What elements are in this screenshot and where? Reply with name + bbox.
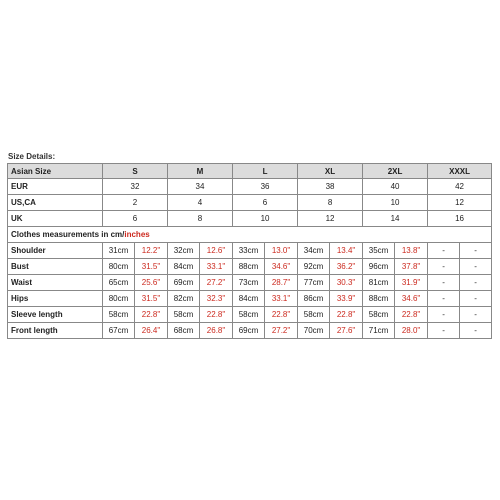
inch-value: - — [460, 259, 492, 275]
cm-value: 32cm — [168, 243, 200, 259]
cm-value: 80cm — [103, 291, 135, 307]
cm-value: - — [428, 323, 460, 339]
size-value: 16 — [428, 211, 492, 227]
row-label: EUR — [8, 179, 103, 195]
cm-value: 34cm — [298, 243, 330, 259]
row-label: Waist — [8, 275, 103, 291]
cm-value: 67cm — [103, 323, 135, 339]
inch-value: 28.0" — [395, 323, 428, 339]
size-value: 32 — [103, 179, 168, 195]
size-value: 36 — [233, 179, 298, 195]
inch-value: 12.2" — [135, 243, 168, 259]
inch-value: 31.5" — [135, 259, 168, 275]
cm-value: 86cm — [298, 291, 330, 307]
size-header-2xl: 2XL — [363, 164, 428, 179]
table-row — [8, 259, 492, 275]
inch-value: 36.2" — [330, 259, 363, 275]
size-value: 6 — [233, 195, 298, 211]
cm-value: 31cm — [103, 243, 135, 259]
cm-value: - — [428, 275, 460, 291]
inch-value: 31.5" — [135, 291, 168, 307]
cm-value: 65cm — [103, 275, 135, 291]
inch-value: 22.8" — [395, 307, 428, 323]
measurements-heading-prefix: Clothes measurements in cm/ — [11, 230, 125, 239]
table-row — [8, 291, 492, 307]
inch-value: 13.8" — [395, 243, 428, 259]
inch-value: - — [460, 243, 492, 259]
inch-value: - — [460, 323, 492, 339]
size-header-xxxl: XXXL — [428, 164, 492, 179]
inch-value: 25.6" — [135, 275, 168, 291]
table-row — [8, 179, 492, 195]
inch-value: 34.6" — [395, 291, 428, 307]
table-row — [8, 323, 492, 339]
table-row — [8, 307, 492, 323]
cm-value: 71cm — [363, 323, 395, 339]
cm-value: 70cm — [298, 323, 330, 339]
inch-value: 31.9" — [395, 275, 428, 291]
row-label: Hips — [8, 291, 103, 307]
inch-value: - — [460, 291, 492, 307]
cm-value: 88cm — [233, 259, 265, 275]
inch-value: 22.8" — [200, 307, 233, 323]
size-value: 6 — [103, 211, 168, 227]
inch-value: 34.6" — [265, 259, 298, 275]
size-table-body — [8, 164, 492, 339]
size-value: 10 — [363, 195, 428, 211]
inch-value: 30.3" — [330, 275, 363, 291]
cm-value: 58cm — [233, 307, 265, 323]
page-title: Size Details: — [8, 152, 56, 161]
cm-value: - — [428, 243, 460, 259]
size-value: 12 — [298, 211, 363, 227]
cm-value: 69cm — [168, 275, 200, 291]
inch-value: 26.4" — [135, 323, 168, 339]
cm-value: 58cm — [103, 307, 135, 323]
cm-value: - — [428, 307, 460, 323]
inch-value: 22.8" — [265, 307, 298, 323]
table-row — [8, 243, 492, 259]
cm-value: 58cm — [363, 307, 395, 323]
inch-value: 27.6" — [330, 323, 363, 339]
inch-value: 28.7" — [265, 275, 298, 291]
row-label: Front length — [8, 323, 103, 339]
cm-value: 84cm — [168, 259, 200, 275]
size-value: 2 — [103, 195, 168, 211]
row-label: US,CA — [8, 195, 103, 211]
inch-value: 33.1" — [200, 259, 233, 275]
size-value: 42 — [428, 179, 492, 195]
inch-value: 33.1" — [265, 291, 298, 307]
size-header-m: M — [168, 164, 233, 179]
cm-value: 58cm — [168, 307, 200, 323]
cm-value: - — [428, 259, 460, 275]
size-value: 4 — [168, 195, 233, 211]
cm-value: 33cm — [233, 243, 265, 259]
cm-value: 88cm — [363, 291, 395, 307]
cm-value: 82cm — [168, 291, 200, 307]
size-value: 38 — [298, 179, 363, 195]
table-row — [8, 211, 492, 227]
inch-value: 27.2" — [200, 275, 233, 291]
table-row — [8, 275, 492, 291]
inch-value: 37.8" — [395, 259, 428, 275]
inch-value: 27.2" — [265, 323, 298, 339]
cm-value: 77cm — [298, 275, 330, 291]
cm-value: 69cm — [233, 323, 265, 339]
size-value: 8 — [298, 195, 363, 211]
inch-value: 13.4" — [330, 243, 363, 259]
inch-value: 22.8" — [330, 307, 363, 323]
size-header-xl: XL — [298, 164, 363, 179]
measurements-heading-suffix: inches — [124, 230, 150, 239]
cm-value: 80cm — [103, 259, 135, 275]
cm-value: 84cm — [233, 291, 265, 307]
cm-value: 73cm — [233, 275, 265, 291]
cm-value: 35cm — [363, 243, 395, 259]
inch-value: 26.8" — [200, 323, 233, 339]
size-table — [7, 163, 492, 339]
table-row — [8, 195, 492, 211]
row-label: Bust — [8, 259, 103, 275]
cm-value: 58cm — [298, 307, 330, 323]
cm-value: - — [428, 291, 460, 307]
inch-value: 12.6" — [200, 243, 233, 259]
inch-value: 13.0" — [265, 243, 298, 259]
inch-value: 22.8" — [135, 307, 168, 323]
inch-value: - — [460, 275, 492, 291]
row-label: Sleeve length — [8, 307, 103, 323]
row-label: UK — [8, 211, 103, 227]
header-row — [8, 164, 492, 179]
inch-value: 33.9" — [330, 291, 363, 307]
size-value: 12 — [428, 195, 492, 211]
measurements-heading-row — [8, 227, 492, 243]
size-value: 14 — [363, 211, 428, 227]
header-label: Asian Size — [8, 164, 103, 179]
cm-value: 92cm — [298, 259, 330, 275]
size-header-l: L — [233, 164, 298, 179]
size-value: 8 — [168, 211, 233, 227]
cm-value: 81cm — [363, 275, 395, 291]
measurements-heading — [8, 227, 492, 243]
cm-value: 96cm — [363, 259, 395, 275]
size-header-s: S — [103, 164, 168, 179]
size-value: 40 — [363, 179, 428, 195]
size-value: 10 — [233, 211, 298, 227]
inch-value: - — [460, 307, 492, 323]
row-label: Shoulder — [8, 243, 103, 259]
size-value: 34 — [168, 179, 233, 195]
inch-value: 32.3" — [200, 291, 233, 307]
cm-value: 68cm — [168, 323, 200, 339]
